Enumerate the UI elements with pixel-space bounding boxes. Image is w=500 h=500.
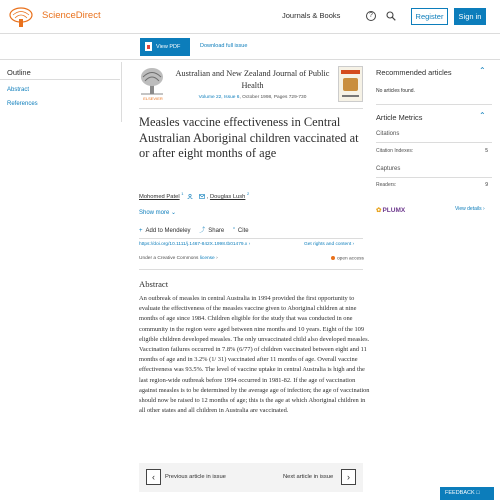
add-to-mendeley-label: Add to Mendeley <box>145 228 191 234</box>
show-more-button[interactable] <box>139 209 176 216</box>
rights-label: Get rights and content <box>304 242 352 247</box>
outline-column-divider <box>121 62 122 122</box>
recommended-articles-heading[interactable]: Recommended articles <box>376 68 452 77</box>
share-icon: ⤴ <box>199 228 206 234</box>
publisher-name: ELSEVIER <box>143 96 163 101</box>
doi-link[interactable] <box>139 242 250 247</box>
next-article-button[interactable] <box>341 469 356 485</box>
article-metrics-heading[interactable]: Article Metrics <box>376 113 423 122</box>
readers-row <box>376 182 488 188</box>
add-to-mendeley-button[interactable] <box>139 228 191 234</box>
author-affiliation-marker[interactable]: 2 <box>247 191 250 196</box>
journal-issue-info <box>170 95 335 100</box>
cite-button[interactable] <box>233 228 249 234</box>
author-name[interactable]: Douglas Lush <box>209 193 246 200</box>
cover-illustration <box>343 78 358 91</box>
arrow-right-icon: › <box>482 206 485 212</box>
article-toolbar <box>0 34 500 60</box>
captures-heading: Captures <box>376 166 401 172</box>
register-button[interactable]: Register <box>411 8 448 25</box>
plumx-flower-icon: ✿ <box>376 207 382 214</box>
previous-article-button[interactable] <box>146 469 161 485</box>
next-article-label[interactable]: Next article in issue <box>283 474 334 480</box>
cover-line <box>342 95 359 97</box>
date-pages: , October 1998, Pages 729-730 <box>239 95 307 100</box>
citations-divider <box>376 142 492 143</box>
envelope-icon[interactable] <box>199 194 205 199</box>
abstract-body: An outbreak of measles in central Australia in 1994 provided the first opportunity to evaluate the effectiveness of the measles vaccine given to Aboriginal children at nine months of age since 1984. Children eligible for the study that was conducted in one community in the region were aged between nine months and 10 years. Eight of the 109 eligible children developed measles. The only unvaccinated child also developed measles. Vaccination failures occurred in 7.8% (6/77) of children vaccinated between eight and 11 months of age and in 3.2% (1/ 31) vaccinated after 11 months of age. Overall vaccine effectiveness was 93.5%. The level of vaccine uptake in central Australia is high and the last region-wide outbreak before 1994 occurred in 1981-82. If the age of vaccination against measles is to be determined by the average age of infection; the age of vaccination should now be raised to 12 months of age; this is the age at which Aboriginal children in all other states and all children in Australia are vaccinated. <box>139 295 370 415</box>
author-name[interactable]: Mohomed Patel <box>139 193 180 200</box>
arrow-right-icon: › <box>248 242 251 247</box>
license-link[interactable]: license <box>199 256 215 261</box>
author-list: Mohomed Patel $^1$ , Douglas Lush $^2$ <box>139 191 250 200</box>
outline-item-abstract[interactable]: Abstract <box>7 87 30 93</box>
cover-band <box>341 70 360 74</box>
citation-indexes-label: Citation Indexes: <box>376 148 414 154</box>
cite-label: Cite <box>237 228 249 234</box>
author-affiliation-marker[interactable]: 1 <box>181 191 184 196</box>
chevron-up-icon[interactable]: ⌃ <box>479 66 486 75</box>
outline-item-references[interactable]: References <box>7 101 38 107</box>
chevron-down-icon: ⌄ <box>171 210 177 216</box>
person-icon[interactable] <box>187 194 193 199</box>
view-details-link[interactable] <box>455 206 485 212</box>
outline-title: Outline <box>7 68 31 77</box>
help-icon[interactable]: ? <box>366 11 376 21</box>
readers-label: Readers: <box>376 182 397 188</box>
journal-cover-image[interactable] <box>338 66 363 102</box>
feedback-label: FEEDBACK <box>445 490 475 496</box>
chevron-right-icon: › <box>347 472 350 482</box>
download-full-issue-link[interactable]: Download full issue <box>200 43 248 49</box>
volume-issue-link[interactable]: Volume 22, Issue 6 <box>198 95 240 100</box>
article-title: Measles vaccine effectiveness in Central Australian Aboriginal children vaccinated at or after eight months of age <box>139 115 359 160</box>
plus-icon: + <box>139 228 143 234</box>
view-pdf-button[interactable]: View PDF <box>140 38 190 56</box>
sciencedirect-brand[interactable]: ScienceDirect <box>42 10 101 21</box>
quote-icon: ” <box>232 228 235 234</box>
license-note <box>139 256 218 261</box>
share-button[interactable] <box>199 228 224 234</box>
pdf-icon <box>145 42 152 51</box>
chevron-up-icon[interactable]: ⌃ <box>479 111 486 120</box>
abstract-divider <box>139 269 363 270</box>
open-access-label: open access <box>337 256 364 262</box>
chat-icon: □ <box>476 490 480 496</box>
share-label: Share <box>208 228 225 234</box>
citations-heading: Citations <box>376 131 400 137</box>
article-actions <box>139 225 256 234</box>
open-access-icon <box>331 256 335 260</box>
search-icon[interactable] <box>386 11 396 21</box>
no-articles-text: No articles found. <box>376 88 415 94</box>
rights-link[interactable] <box>304 242 354 247</box>
abstract-heading: Abstract <box>139 279 169 289</box>
doi-divider <box>139 238 363 239</box>
citation-indexes-value: 5 <box>485 148 488 154</box>
journal-divider <box>139 108 363 109</box>
elsevier-logo[interactable] <box>139 66 165 96</box>
license-prefix: Under a Creative Commons <box>139 256 199 261</box>
feedback-button[interactable] <box>440 487 494 500</box>
captures-divider <box>376 177 492 178</box>
elsevier-tree-logo[interactable] <box>8 6 34 28</box>
journal-title[interactable]: Australian and New Zealand Journal of Public Health <box>175 69 330 90</box>
arrow-right-icon: › <box>216 256 218 261</box>
plumx-logo[interactable] <box>376 206 405 214</box>
sign-in-button[interactable]: Sign in <box>454 8 486 25</box>
open-access-badge <box>331 256 364 261</box>
outline-divider <box>0 79 120 80</box>
show-more-label: Show more <box>139 210 170 216</box>
doi-url: https://doi.org/10.1111/j.1467-842X.1998.tb01479.x <box>139 242 248 247</box>
view-details-label: View details <box>455 206 482 212</box>
journals-books-link[interactable]: Journals & Books <box>282 11 341 20</box>
arrow-right-icon: › <box>352 242 355 247</box>
citation-indexes-row <box>376 148 488 154</box>
plumx-label: PLUMX <box>382 207 406 214</box>
readers-value: 9 <box>485 182 488 188</box>
previous-article-label[interactable]: Previous article in issue <box>165 474 226 480</box>
chevron-left-icon: ‹ <box>152 472 155 482</box>
sidebar-divider <box>376 104 492 105</box>
